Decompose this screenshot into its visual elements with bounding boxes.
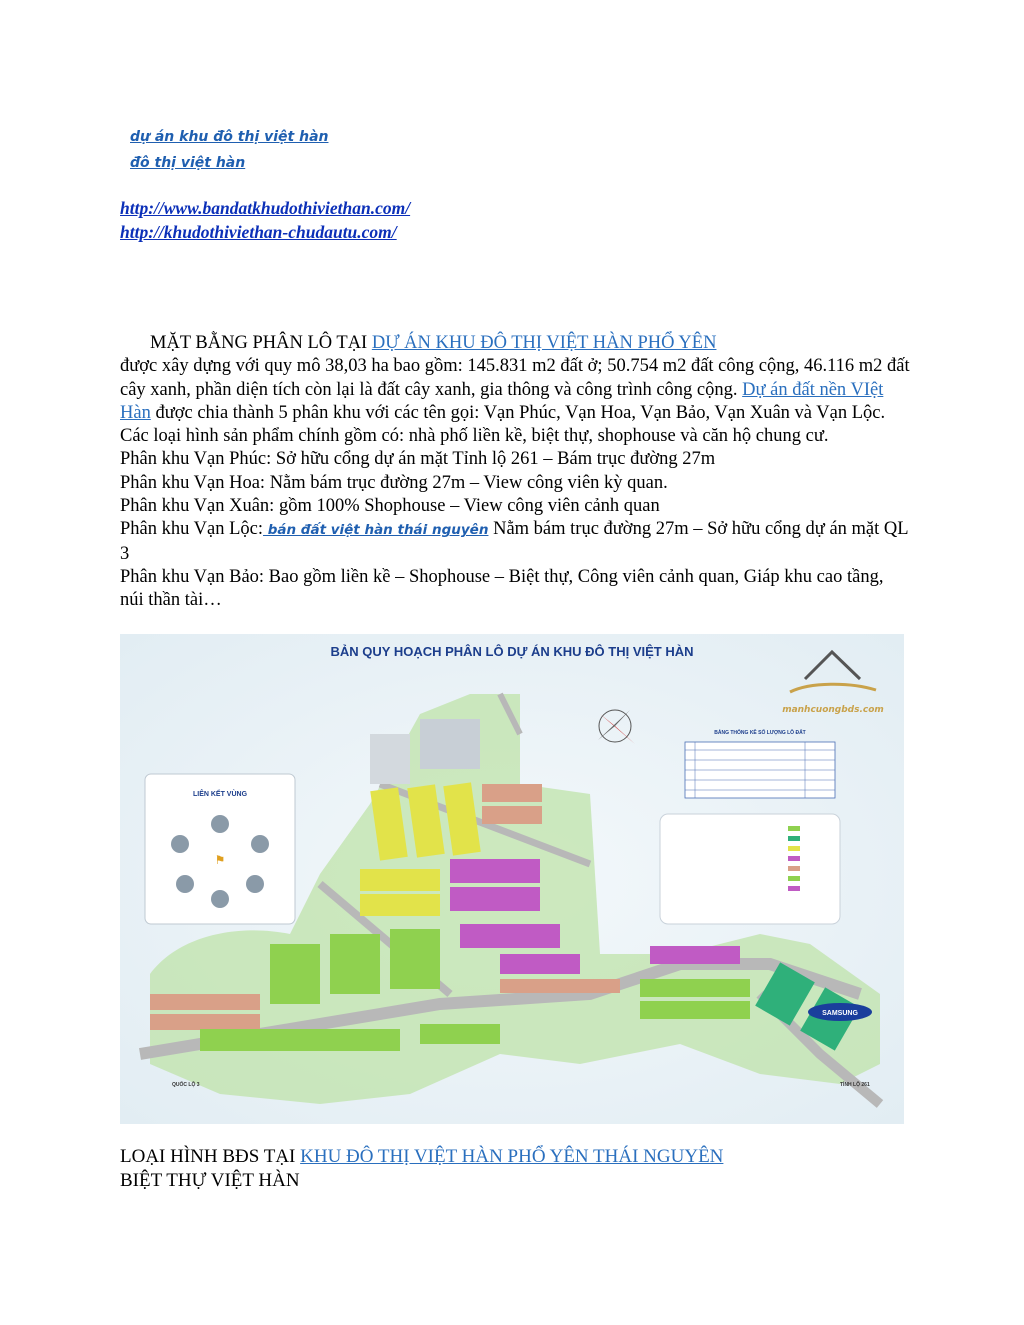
article-body (120, 332, 910, 613)
svg-text:LIÊN KẾT VÙNG: LIÊN KẾT VÙNG (192, 791, 248, 798)
svg-text:manhcuongbds.com: manhcuongbds.com (782, 705, 884, 715)
keyword-link-du-an[interactable]: dự án khu đô thị việt hàn (130, 129, 329, 145)
zone-van-hoa: Phân khu Vạn Hoa: Nằm bám trục đường 27m – View công viên kỳ quan. (120, 472, 668, 493)
property-types-heading: LOẠI HÌNH BĐS TẠI KHU ĐÔ THỊ VIỆT HÀN PHỔ YÊN THÁI NGUYÊN (120, 1146, 724, 1167)
svg-text:SAMSUNG: SAMSUNG (822, 1010, 858, 1017)
svg-text:⚑: ⚑ (214, 853, 226, 867)
website-links (120, 196, 410, 244)
bottom-section (120, 1145, 723, 1193)
tinh-lo-label: TỈNH LỘ 261 (840, 1082, 870, 1088)
property-types-link[interactable]: KHU ĐÔ THỊ VIỆT HÀN PHỔ YÊN THÁI NGUYÊN (300, 1146, 724, 1167)
url-link-chudautu[interactable]: http://khudothiviethan-chudautu.com/ (120, 222, 397, 242)
zone-van-bao: Phân khu Vạn Bảo: Bao gồm liền kề – Shophouse – Biệt thự, Công viên cảnh quan, Giáp khu cao tầng, núi thần tài… (120, 566, 884, 611)
zone-van-xuan: Phân khu Vạn Xuân: gồm 100% Shophouse – View công viên cảnh quan (120, 496, 660, 517)
map-legend (660, 814, 840, 924)
quoc-lo-label: QUỐC LỘ 3 (172, 1082, 200, 1088)
zone-van-loc: Phân khu Vạn Lộc: bán đất việt hàn thái nguyên Nằm bám trục đường 27m – Sở hữu cổng dự án mặt QL 3 (120, 519, 908, 564)
svg-text:BẢNG THỐNG KÊ SỐ LƯỢNG LÔ ĐẤT: BẢNG THỐNG KÊ SỐ LƯỢNG LÔ ĐẤT (714, 730, 806, 736)
heading-link[interactable]: DỰ ÁN KHU ĐÔ THỊ VIỆT HÀN PHỔ YÊN (371, 333, 717, 353)
keyword-links (130, 124, 328, 176)
master-plan-image (120, 634, 904, 1124)
keyword-link-do-thi[interactable]: đô thị việt hàn (130, 155, 246, 171)
villa-heading: BIỆT THỰ VIỆT HÀN (120, 1170, 300, 1191)
intro-link[interactable]: Dự án đất nền VIệt Hàn (120, 379, 884, 423)
samsung-badge (808, 1003, 872, 1021)
section-heading: MẶT BẰNG PHÂN LÔ TẠI DỰ ÁN KHU ĐÔ THỊ VIỆT HÀN PHỔ YÊN (150, 333, 717, 353)
zone-van-phuc: Phân khu Vạn Phúc: Sở hữu cổng dự án mặt Tỉnh lộ 261 – Bám trục đường 27m (120, 449, 716, 470)
zone-van-loc-link[interactable]: bán đất việt hàn thái nguyên (263, 522, 489, 539)
url-link-bandat[interactable]: http://www.bandatkhudothiviethan.com/ (120, 198, 411, 218)
map-title: BẢN QUY HOẠCH PHÂN LÔ DỰ ÁN KHU ĐÔ THỊ VIỆT HÀN (330, 644, 694, 659)
regional-connection-panel (145, 774, 295, 924)
intro-paragraph: được xây dựng với quy mô 38,03 ha bao gồm: 145.831 m2 đất ở; 50.754 m2 đất công cộng, 46.116 m2 đất cây xanh, phần diện tích còn lại là đất cây xanh, gia thông và công trình công cộng. Dự án đất nền VIệt Hàn được chia thành 5 phân khu với các tên gọi: Vạn Phúc, Vạn Hoa, Vạn Bảo, Vạn Xuân và Vạn Lộc. Các loại hình sản phẩm chính gồm có: nhà phố liền kề, biệt thự, shophouse và căn hộ chung cư. (120, 356, 910, 447)
